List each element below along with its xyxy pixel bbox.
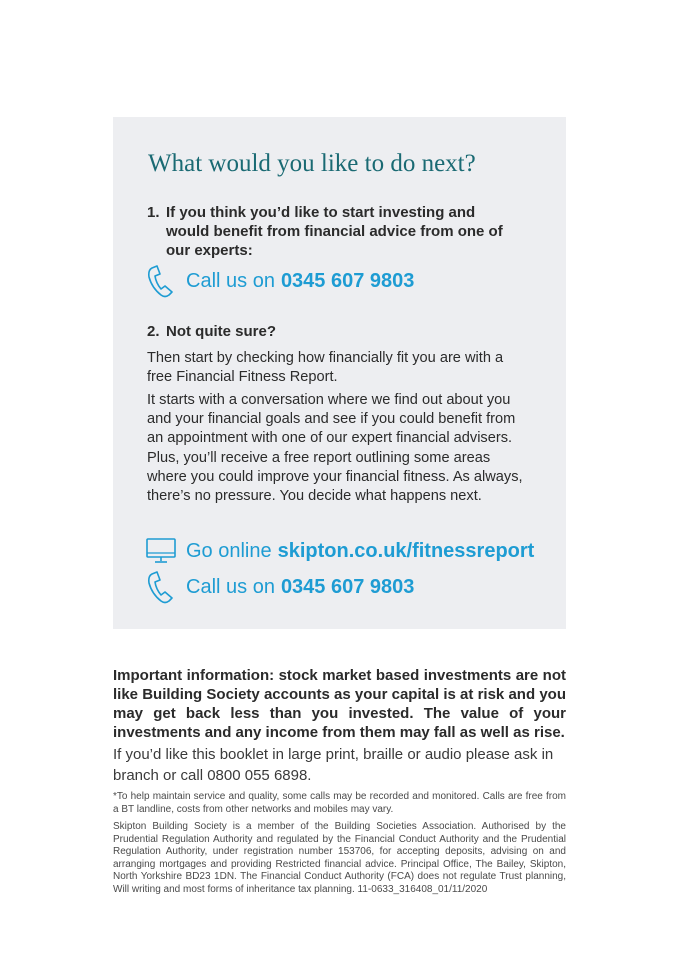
- call-us-line-1[interactable]: [146, 263, 414, 299]
- fitness-report-description: It starts with a conversation where we find out about you and your financial goals and see if you could benefit from an appointment with one of our expert financial advisers. Plus, you’ll receive a free report outlining some areas where you could improve your financial fitness. As always, there’s no pressure. You decide what happens next.: [147, 392, 523, 505]
- phone-icon: [146, 570, 176, 604]
- calls-footnote: *To help maintain service and quality, some calls may be recorded and monitored. Calls are free from a BT landline, costs from other networks and mobiles may vary.: [113, 791, 566, 815]
- fitness-report-link[interactable]: skipton.co.uk/fitnessreport: [277, 539, 535, 562]
- step-1-text: If you think you’d like to start investing and would benefit from financial advice from one of our experts:: [166, 204, 503, 259]
- step-2-number: 2.: [147, 323, 160, 340]
- monitor-icon: [146, 534, 176, 568]
- call-number[interactable]: 0345 607 9803: [280, 575, 415, 598]
- legal-disclaimer: Skipton Building Society is a member of the Building Societies Association. Authorised by the Prudential Regulation Authority and regulated by the Financial Conduct Authority and the Prudential Regulation Authority, under registration number 153706, for accepting deposits, advising on and arranging mortgages and providing Restricted financial advice. Principal Office, The Bailey, Skipton, North Yorkshire BD23 1DN. The Financial Conduct Authority (FCA) does not regulate Trust planning, Will writing and most forms of inheritance tax planning. 11-0633_316408_01/11/2020: [113, 821, 566, 895]
- phone-icon: [146, 264, 176, 298]
- online-prefix: Go online: [186, 539, 272, 562]
- important-information: Important information: stock market based investments are not like Building Society accounts as your capital is at risk and you may get back less than you invested. The value of your investments and any income from them may fall as well as rise.: [113, 667, 566, 741]
- go-online-line[interactable]: [146, 533, 534, 569]
- step-1-heading: [147, 203, 521, 260]
- fitness-report-intro: Then start by checking how financially fit you are with a free Financial Fitness Report.: [147, 350, 504, 386]
- next-steps-panel: [113, 117, 566, 629]
- call-prefix: Call us on: [186, 575, 275, 598]
- step-1-number: 1.: [147, 204, 160, 221]
- step-2-heading: [147, 322, 521, 341]
- step-2-text: Not quite sure?: [166, 323, 277, 340]
- call-number[interactable]: 0345 607 9803: [280, 269, 415, 292]
- panel-title: What would you like to do next?: [148, 150, 476, 177]
- call-prefix: Call us on: [186, 269, 275, 292]
- large-print-notice: If you’d like this booklet in large print, braille or audio please ask in branch or call 0800 055 6898.: [113, 746, 554, 784]
- call-us-line-2[interactable]: [146, 569, 414, 605]
